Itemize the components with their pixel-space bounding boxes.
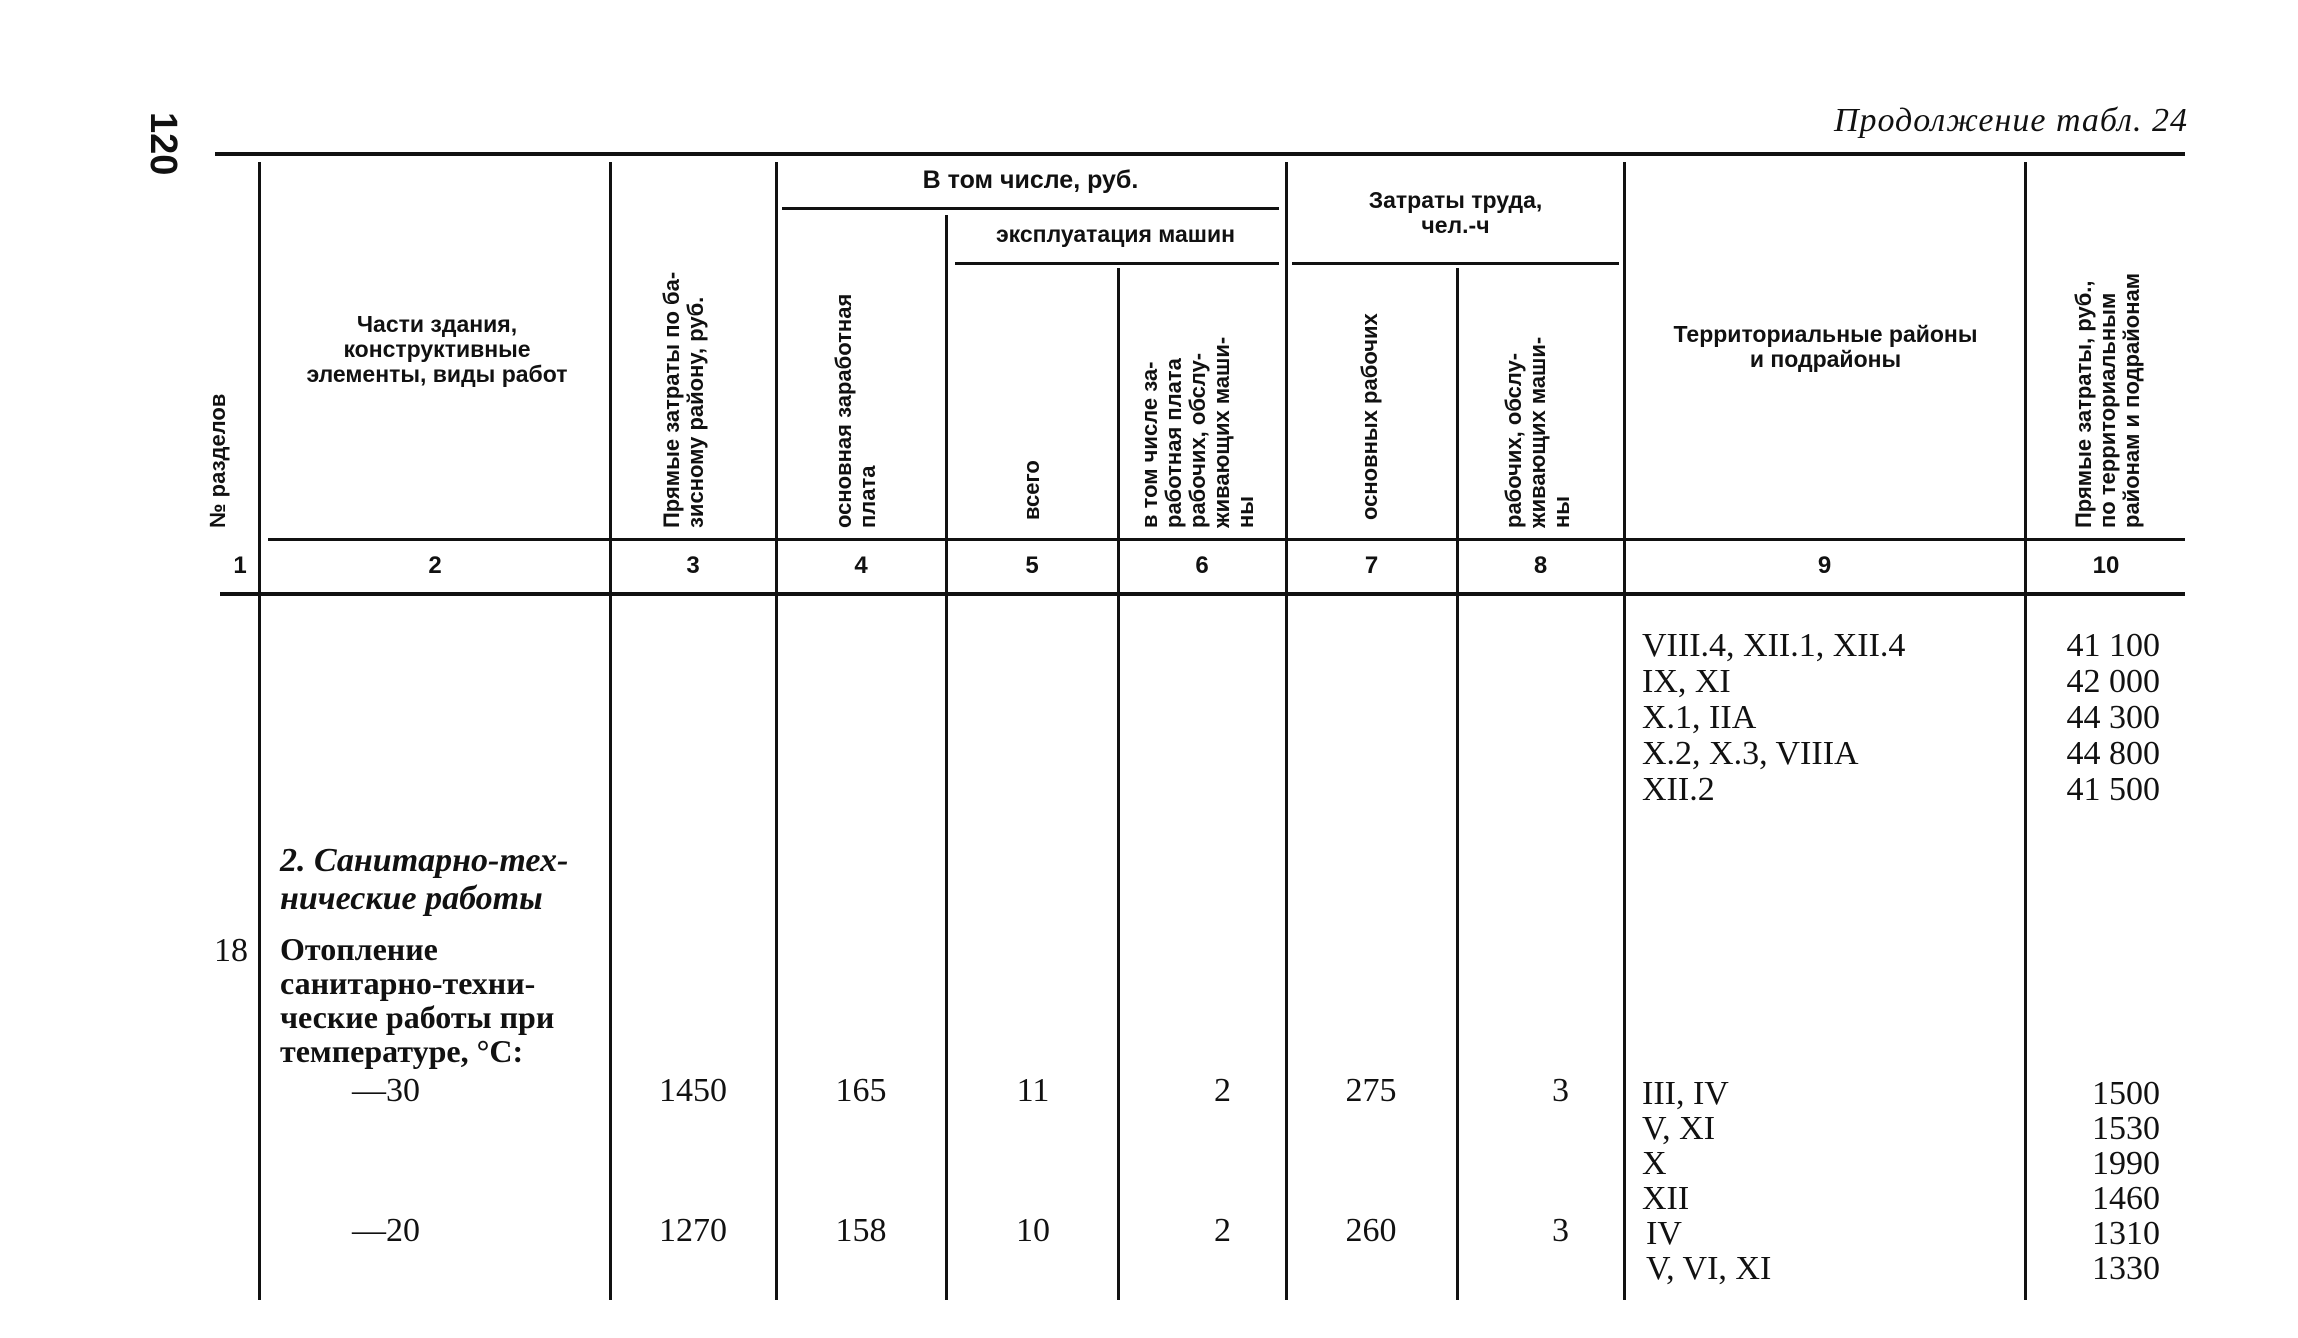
list-item: 44 800	[2066, 735, 2160, 772]
col-divider-4	[945, 215, 948, 1300]
list-item: 1460	[2092, 1180, 2160, 1217]
list-item: X	[1642, 1145, 1667, 1182]
header-direct-costs-regions: Прямые затраты, руб., по территориальным районам и подрайонам	[2071, 272, 2144, 528]
col-divider-5	[1117, 268, 1120, 1300]
col-divider-9	[2024, 162, 2027, 1300]
header-territorial-regions: Территориальные районы и подрайоны	[1673, 321, 1978, 372]
top-costs-list	[2050, 628, 2160, 808]
header-labor-machines: рабочих, обслу- живающих маши- ны	[1501, 336, 1574, 528]
column-number-1: 1	[233, 552, 247, 579]
table-top-rule	[215, 152, 2185, 156]
list-item: 42 000	[2066, 663, 2160, 700]
row-machines-total: 11	[1016, 1072, 1050, 1109]
section-title: 2. Санитарно-тех- нические работы	[280, 842, 569, 917]
row-machines-wage: 2	[1214, 1212, 1231, 1249]
column-number-10: 10	[2092, 552, 2120, 579]
row-temperature: —30	[352, 1072, 420, 1109]
list-item: 1530	[2092, 1110, 2160, 1147]
row-labor-machines: 3	[1552, 1072, 1569, 1109]
column-number-4: 4	[854, 552, 868, 579]
group-incl-rule	[782, 207, 1279, 210]
header-machines-wage: в том числе за- работная плата рабочих, обслу- живающих маши- ны	[1137, 336, 1258, 528]
row-base-wage: 158	[835, 1212, 887, 1249]
row-regions-list	[1646, 1216, 1771, 1286]
header-base-wage: основная заработная плата	[831, 293, 880, 528]
col-divider-1	[258, 162, 261, 1300]
column-number-2: 2	[428, 552, 442, 579]
item-description: Отопление санитарно-техни- ческие работы при температуре, °С:	[280, 931, 555, 1069]
row-costs-list	[2050, 1216, 2160, 1286]
list-item: IX, XI	[1642, 663, 1731, 700]
column-number-6: 6	[1195, 552, 1209, 579]
column-number-9: 9	[1817, 552, 1832, 579]
list-item: V, XI	[1642, 1110, 1716, 1147]
group-machines-rule	[955, 262, 1279, 265]
list-item: III, IV	[1642, 1075, 1729, 1112]
list-item: 41 500	[2066, 771, 2160, 808]
col-divider-6	[1285, 162, 1288, 1300]
column-number-5: 5	[1025, 552, 1039, 579]
list-item: X.2, X.3, VIIIA	[1642, 735, 1859, 772]
header-labor-main: основных рабочих	[1357, 313, 1382, 520]
list-item: XII.2	[1642, 771, 1715, 808]
row-regions-list	[1642, 1076, 1729, 1216]
list-item: 1990	[2092, 1145, 2160, 1182]
row-machines-total: 10	[1016, 1212, 1050, 1249]
row-labor-machines: 3	[1552, 1212, 1569, 1249]
list-item: 44 300	[2066, 699, 2160, 736]
list-item: X.1, IIA	[1642, 699, 1757, 736]
header-machines-total: всего	[1019, 460, 1044, 520]
list-item: 1500	[2092, 1075, 2160, 1112]
list-item: 1310	[2092, 1215, 2160, 1252]
row-direct-costs: 1450	[659, 1072, 727, 1109]
column-number-8: 8	[1533, 552, 1548, 579]
row-costs-list	[2050, 1076, 2160, 1216]
row-base-wage: 165	[835, 1072, 887, 1109]
header-group-labor: Затраты труда, чел.-ч	[1368, 187, 1543, 238]
top-regions-list	[1642, 628, 1905, 808]
column-numbers-rule	[220, 592, 2185, 596]
row-temperature: —20	[352, 1212, 420, 1249]
list-item: V, VI, XI	[1646, 1250, 1772, 1287]
header-group-including: В том числе, руб.	[922, 166, 1139, 194]
header-group-machines: эксплуатация машин	[995, 221, 1236, 247]
row-direct-costs: 1270	[659, 1212, 727, 1249]
list-item: XII	[1642, 1180, 1690, 1217]
table-continuation-label: Продолжение табл. 24	[1833, 102, 2188, 139]
header-bottom-rule	[268, 538, 2185, 541]
list-item: IV	[1646, 1215, 1682, 1252]
col-divider-2	[609, 162, 612, 1300]
row-labor-main: 260	[1345, 1212, 1397, 1249]
col-divider-3	[775, 162, 778, 1300]
column-number-7: 7	[1364, 552, 1379, 579]
list-item: 41 100	[2066, 627, 2160, 664]
header-direct-costs-base: Прямые затраты по ба- зисному району, руб.	[659, 271, 708, 528]
list-item: 1330	[2092, 1250, 2160, 1287]
column-number-3: 3	[686, 552, 700, 579]
row-machines-wage: 2	[1214, 1072, 1231, 1109]
group-labor-rule	[1292, 262, 1619, 265]
col-divider-7	[1456, 268, 1459, 1300]
row-labor-main: 275	[1345, 1072, 1397, 1109]
col-divider-8	[1623, 162, 1626, 1300]
header-section-number: № разделов	[205, 393, 230, 528]
header-building-parts: Части здания, конструктивные элементы, виды работ	[306, 311, 568, 387]
section-number: 18	[214, 932, 248, 969]
page-number: 120	[142, 112, 184, 176]
list-item: VIII.4, XII.1, XII.4	[1642, 627, 1906, 664]
